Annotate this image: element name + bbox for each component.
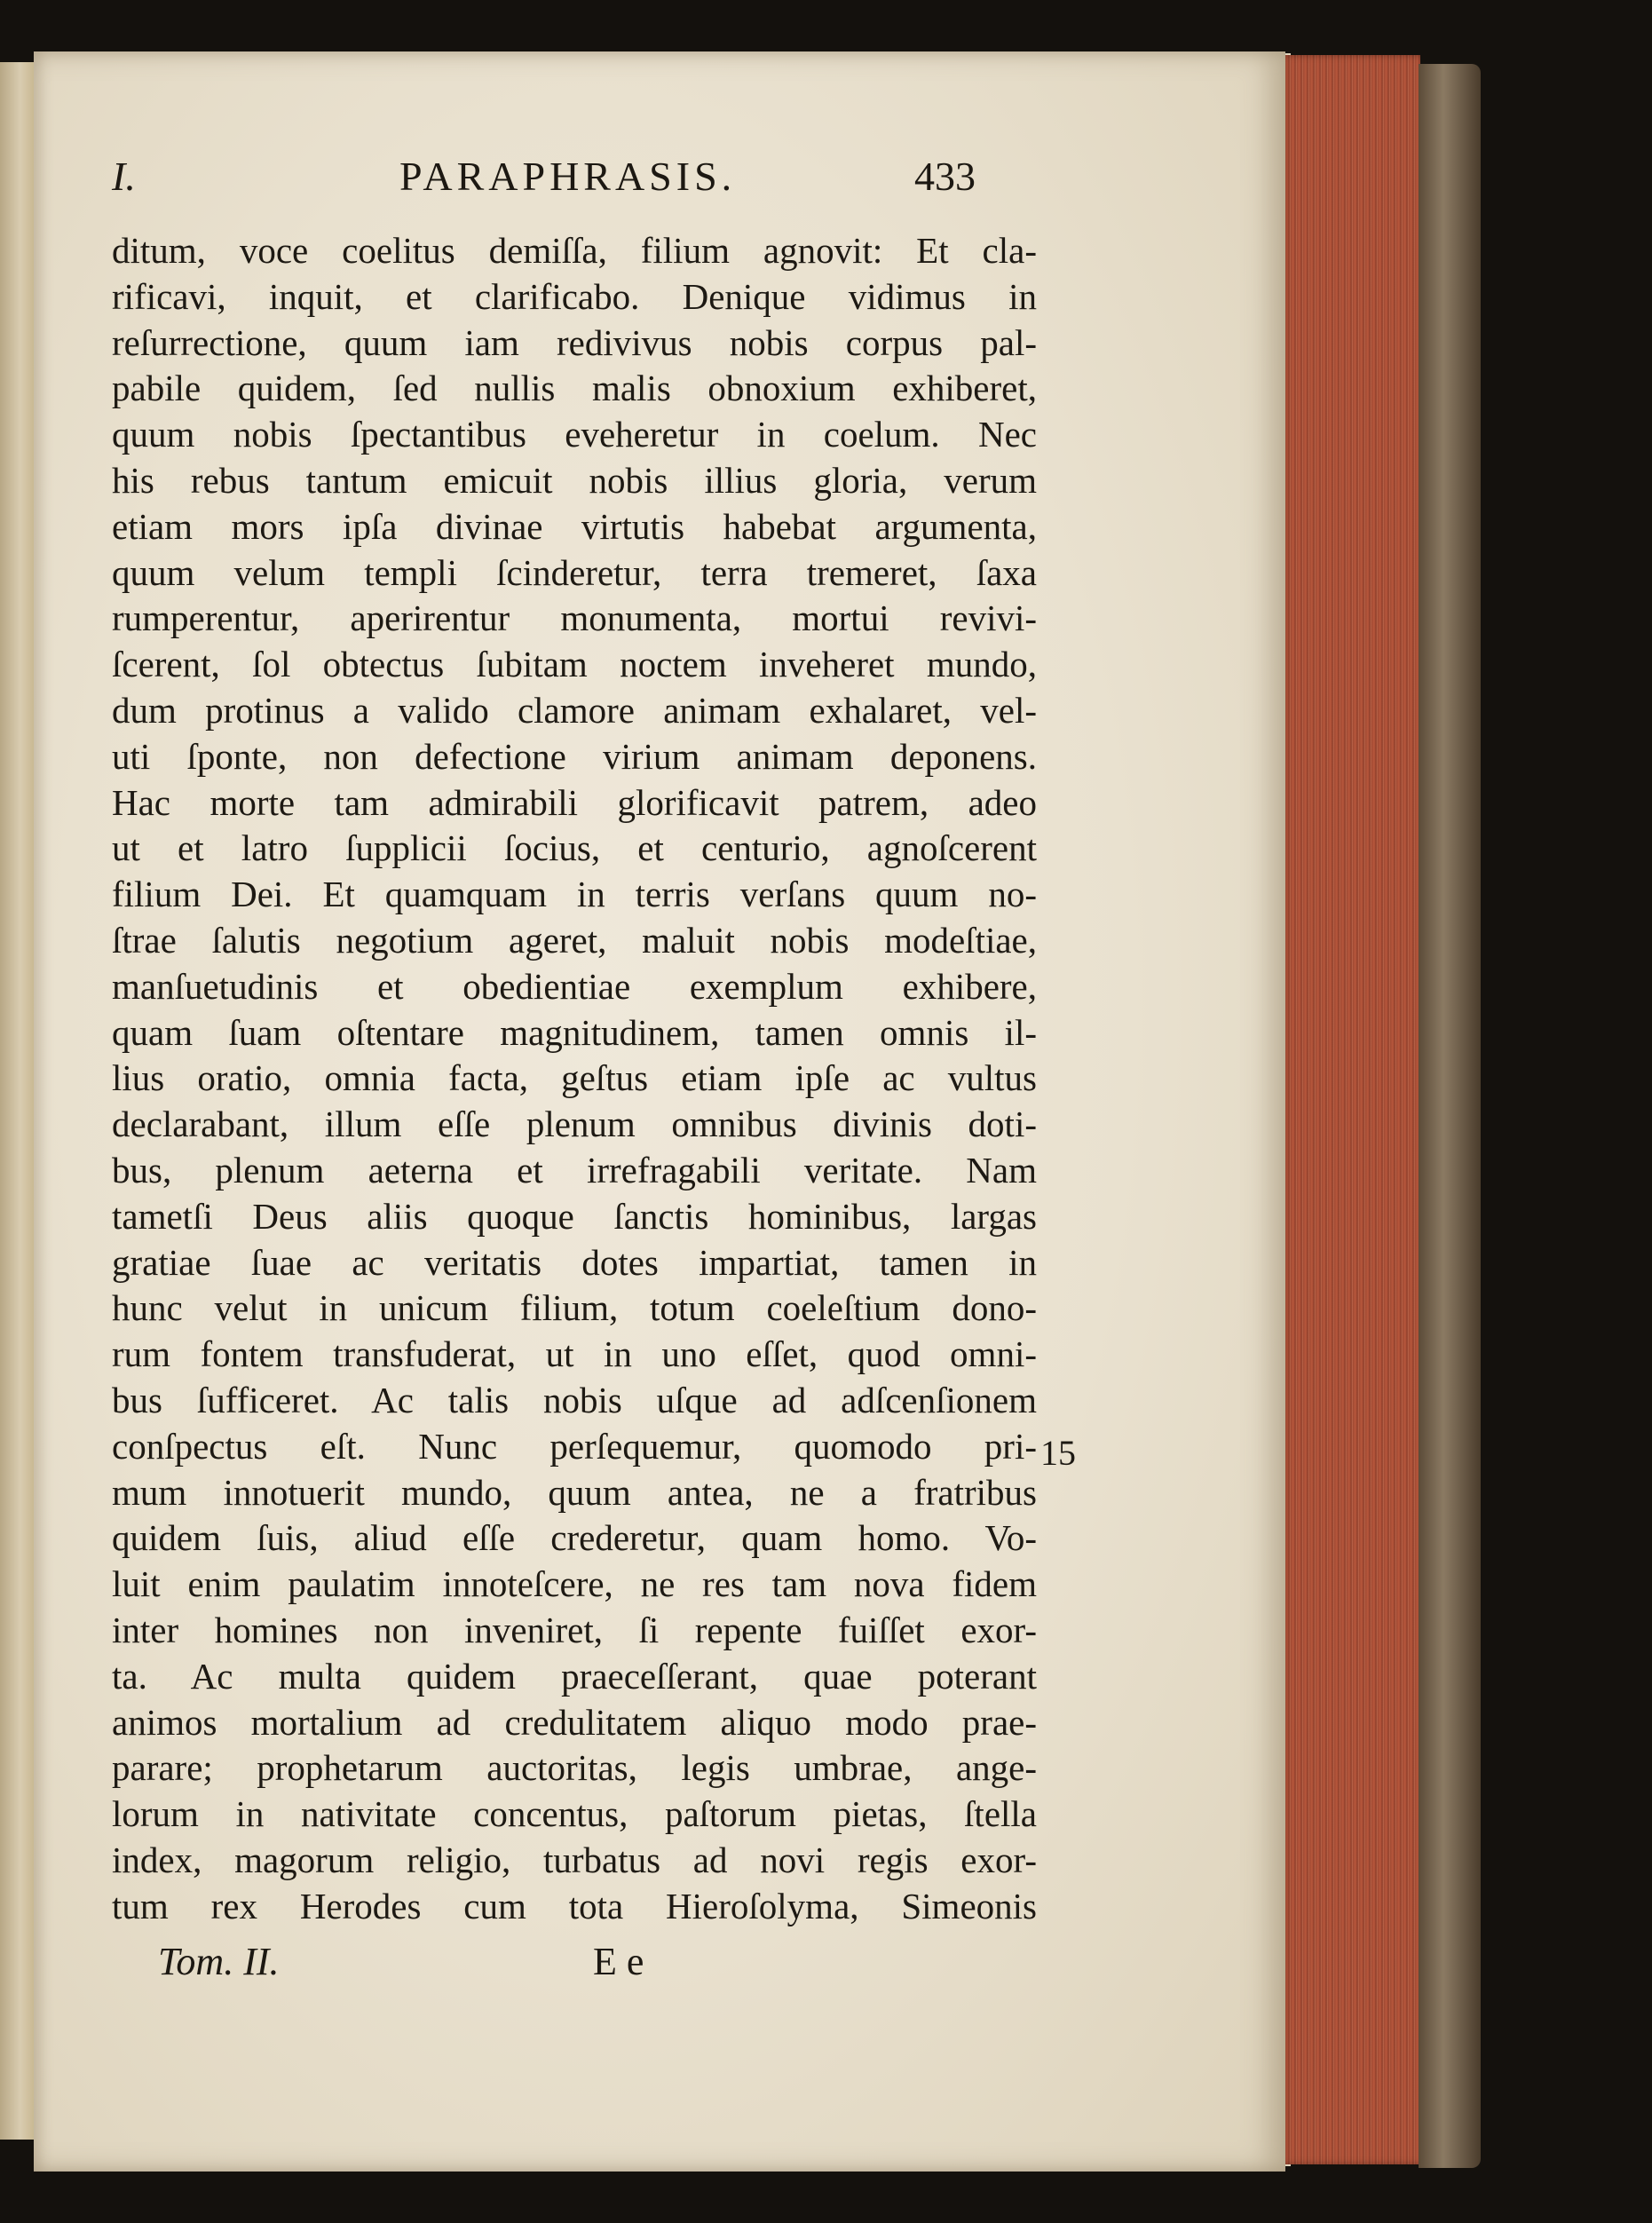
- text-line: tum rex Herodes cum tota Hieroſolyma, Simeonis: [112, 1885, 1037, 1926]
- text-line: animos mortalium ad credulitatem aliquo modo prae-: [112, 1701, 1037, 1743]
- text-line: hunc velut in unicum filium, totum coeleſtium dono-: [112, 1287, 1037, 1329]
- text-line: bus, plenum aeterna et irrefragabili veritate. Nam: [112, 1149, 1037, 1191]
- text-line: dum protinus a valido clamore animam exhalaret, vel-: [112, 689, 1037, 731]
- text-line: bus ſufficeret. Ac talis nobis uſque ad adſcenſionem: [112, 1379, 1037, 1420]
- text-line: lorum in nativitate concentus, paſtorum pietas, ſtella: [112, 1793, 1037, 1835]
- text-line: his rebus tantum emicuit nobis illius gloria, verum: [112, 459, 1037, 501]
- text-line: gratiae ſuae ac veritatis dotes impartiat, tamen in: [112, 1241, 1037, 1283]
- signature-mark: E e: [593, 1940, 644, 1983]
- text-line: ſcerent, ſol obtectus ſubitam noctem inveheret mundo,: [112, 644, 1037, 685]
- text-line: ditum, voce coelitus demiſſa, filium agnovit: Et cla-: [112, 230, 1037, 271]
- text-line: lius oratio, omnia facta, geſtus etiam ipſe ac vultus: [112, 1057, 1037, 1099]
- text-line: conſpectus eſt. Nunc perſequemur, quomodo pri-: [112, 1425, 1037, 1467]
- text-line: ſtrae ſalutis negotium ageret, maluit nobis modeſtiae,: [112, 919, 1037, 961]
- previous-page-edge: [0, 62, 36, 2140]
- text-line: mum innotuerit mundo, quum antea, ne a fratribus: [112, 1471, 1037, 1513]
- page-footer: [0, 1939, 1652, 1992]
- text-line: declarabant, illum eſſe plenum omnibus divinis doti-: [112, 1104, 1037, 1145]
- text-line: etiam mors ipſa divinae virtutis habebat argumenta,: [112, 505, 1037, 547]
- text-line: ta. Ac multa quidem praeceſſerant, quae poterant: [112, 1655, 1037, 1697]
- fore-edge: [1278, 55, 1420, 2164]
- page-number: 433: [914, 154, 976, 199]
- running-title: PARAPHRASIS.: [399, 154, 737, 199]
- text-line: manſuetudinis et obedientiae exemplum exhibere,: [112, 965, 1037, 1007]
- text-line: rificavi, inquit, et clarificabo. Denique vidimus in: [112, 275, 1037, 317]
- text-line: reſurrectione, quum iam redivivus nobis corpus pal-: [112, 321, 1037, 363]
- text-line: Hac morte tam admirabili glorificavit patrem, adeo: [112, 781, 1037, 823]
- text-line: luit enim paulatim innoteſcere, ne res tam nova fidem: [112, 1563, 1037, 1605]
- body-text: [112, 228, 1037, 1929]
- text-line: ut et latro ſupplicii ſocius, et centurio, agnoſcerent: [112, 827, 1037, 869]
- running-header: [0, 153, 1652, 206]
- text-line: quum velum templi ſcinderetur, terra tremeret, ſaxa: [112, 551, 1037, 593]
- text-line: quidem ſuis, aliud eſſe crederetur, quam homo. Vo-: [112, 1517, 1037, 1559]
- text-line: parare; prophetarum auctoritas, legis umbrae, ange-: [112, 1747, 1037, 1789]
- book-cover: [1419, 64, 1481, 2168]
- text-line: uti ſponte, non defectione virium animam deponens.: [112, 735, 1037, 777]
- text-line: filium Dei. Et quamquam in terris verſans quum no-: [112, 874, 1037, 915]
- text-line: index, magorum religio, turbatus ad novi regis exor-: [112, 1839, 1037, 1880]
- text-line: rumperentur, aperirentur monumenta, mortui revivi-: [112, 597, 1037, 639]
- section-number: I.: [112, 154, 136, 199]
- text-line: quam ſuam oſtentare magnitudinem, tamen omnis il-: [112, 1011, 1037, 1053]
- text-line: inter homines non inveniret, ſi repente fuiſſet exor-: [112, 1609, 1037, 1650]
- margin-verse-number: 15: [1040, 1433, 1076, 1473]
- text-line: rum fontem transfuderat, ut in uno eſſet, quod omni-: [112, 1333, 1037, 1375]
- volume-label: Tom. II.: [158, 1940, 280, 1983]
- text-line: tametſi Deus aliis quoque ſanctis hominibus, largas: [112, 1195, 1037, 1237]
- text-line: pabile quidem, ſed nullis malis obnoxium exhiberet,: [112, 368, 1037, 409]
- text-line: quum nobis ſpectantibus eveheretur in coelum. Nec: [112, 414, 1037, 455]
